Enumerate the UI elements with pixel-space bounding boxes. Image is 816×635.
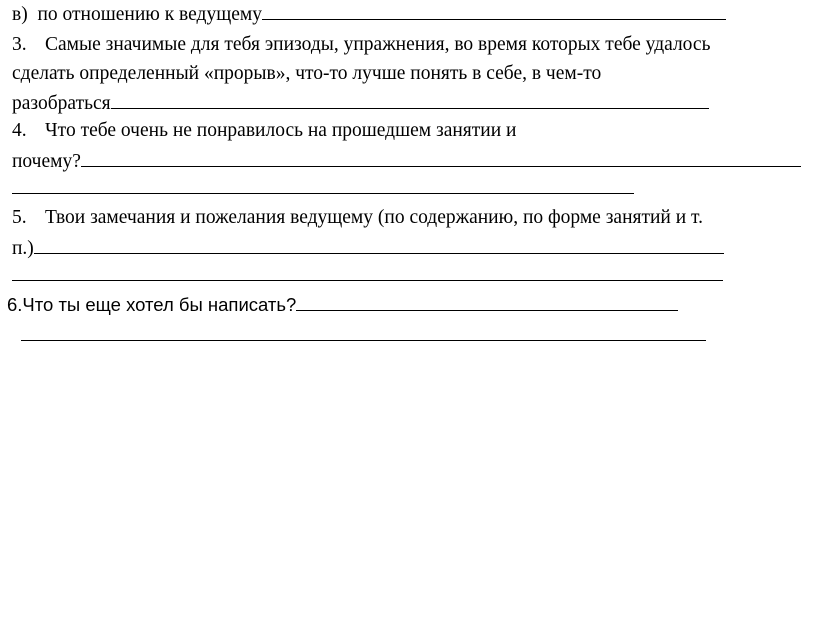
q6-answer-blank-1[interactable]: [296, 292, 678, 311]
q6-text: 6.Что ты еще хотел бы написать?: [7, 294, 297, 315]
q4-number: 4.: [12, 120, 27, 141]
q3-text-3: разобраться: [12, 93, 111, 114]
q4-line-1: [12, 119, 516, 143]
item-v-answer-blank[interactable]: [262, 1, 726, 20]
q5-number: 5.: [12, 207, 27, 228]
q5-line-2: [12, 235, 724, 261]
q5-answer-blank-2[interactable]: [12, 280, 723, 281]
q3-number: 3.: [12, 34, 27, 55]
q3-line-3: [12, 90, 709, 116]
q3-text-1: Самые значимые для тебя эпизоды, упражнения, во время которых тебе удалось: [45, 34, 711, 55]
q5-line-1: [12, 206, 703, 230]
item-v-marker: в): [12, 4, 28, 25]
q3-answer-blank[interactable]: [111, 90, 709, 109]
q4-text-2: почему?: [12, 151, 81, 172]
q4-line-2: [12, 148, 801, 174]
item-v-line: [12, 1, 726, 27]
q4-text-1: Что тебе очень не понравилось на прошедшем занятии и: [45, 120, 517, 141]
q3-line-1: [12, 33, 710, 57]
q5-answer-blank-1[interactable]: [34, 235, 724, 254]
q5-text-2: п.): [12, 238, 34, 259]
q3-line-2: [12, 62, 601, 86]
item-v-text: по отношению к ведущему: [37, 4, 262, 25]
q4-answer-blank-1[interactable]: [81, 148, 801, 167]
q3-text-2: сделать определенный «прорыв», что-то лучше понять в себе, в чем-то: [12, 63, 602, 84]
q5-text-1: Твои замечания и пожелания ведущему (по содержанию, по форме занятий и т.: [45, 207, 703, 228]
q6-answer-blank-2[interactable]: [21, 340, 706, 341]
q4-answer-blank-2[interactable]: [12, 193, 634, 194]
q6-line: [7, 292, 678, 317]
